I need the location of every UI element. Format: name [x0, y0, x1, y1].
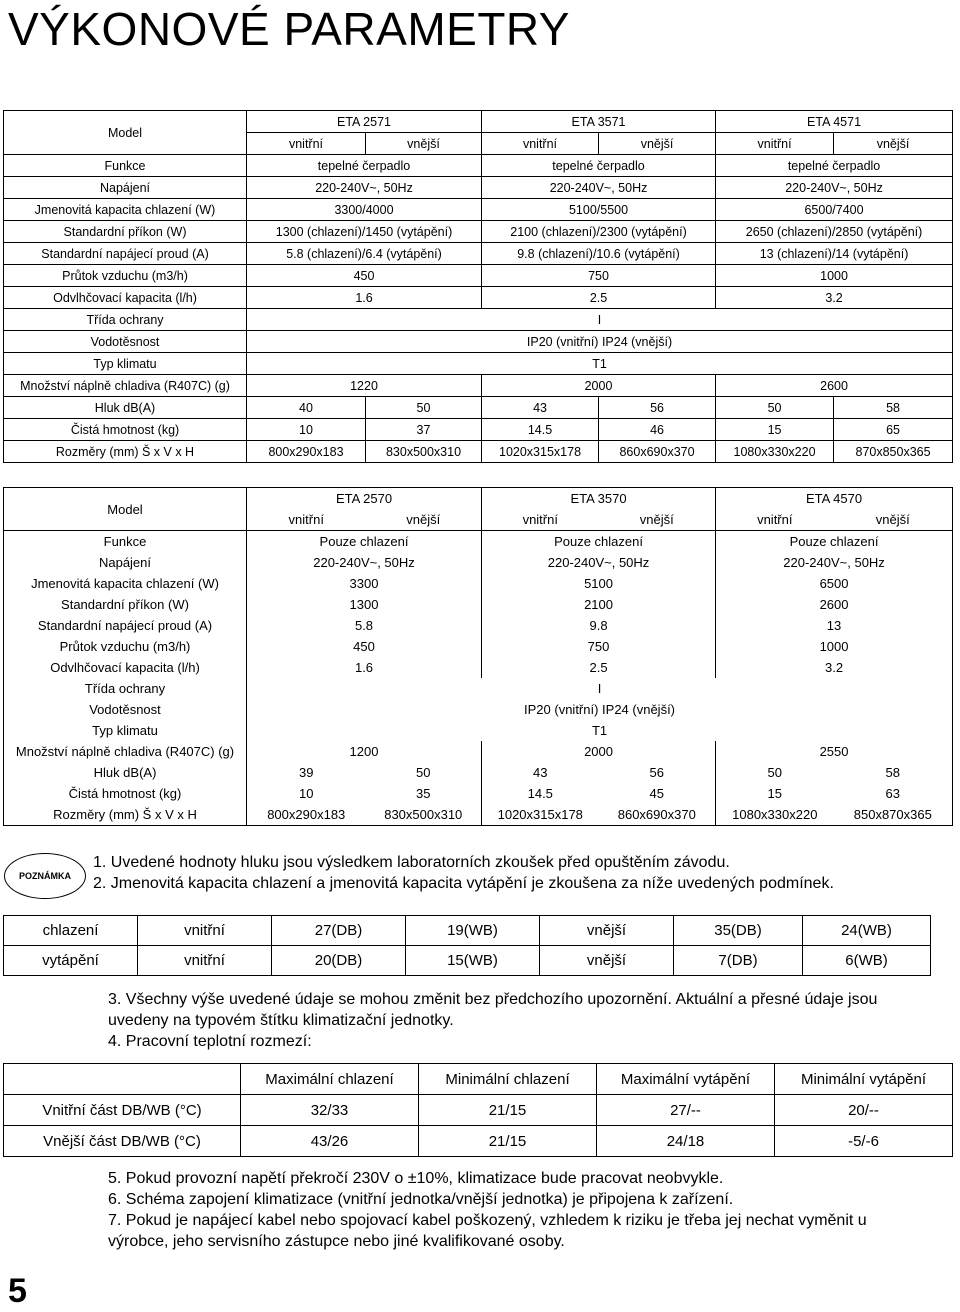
row-label: Čistá hmotnost (kg) — [4, 783, 247, 804]
table-row — [4, 636, 953, 657]
table-cell: T1 — [247, 353, 953, 375]
header-row — [4, 111, 953, 133]
table-cell: 5.8 (chlazení)/6.4 (vytápění) — [247, 243, 482, 265]
row-label: Standardní příkon (W) — [4, 594, 247, 615]
table-cell: 13 (chlazení)/14 (vytápění) — [716, 243, 953, 265]
spec-table-heat-pump — [3, 110, 953, 463]
table-cell: 56 — [599, 762, 716, 783]
model-name: ETA 2570 — [247, 488, 482, 510]
table-cell: Vnější část DB/WB (°C) — [4, 1126, 241, 1157]
table-row — [4, 615, 953, 636]
unit-subheader: vnitřní — [482, 133, 599, 155]
table-cell: 220-240V~, 50Hz — [482, 177, 716, 199]
table-cell: 15 — [716, 419, 834, 441]
table-cell: 220-240V~, 50Hz — [247, 552, 482, 573]
table-cell: 860x690x370 — [599, 804, 716, 826]
table-row — [4, 199, 953, 221]
table-cell: 750 — [482, 636, 716, 657]
condition-row — [4, 946, 931, 976]
table-cell: 5100/5500 — [482, 199, 716, 221]
table-cell: vytápění — [4, 946, 138, 976]
row-label: Hluk dB(A) — [4, 397, 247, 419]
row-label: Jmenovitá kapacita chlazení (W) — [4, 573, 247, 594]
row-label: Vodotěsnost — [4, 331, 247, 353]
table-cell: vnitřní — [138, 946, 272, 976]
table-row — [4, 552, 953, 573]
table-cell: tepelné čerpadlo — [247, 155, 482, 177]
table-row — [4, 720, 953, 741]
table-cell: 14.5 — [482, 419, 599, 441]
page-number: 5 — [8, 1272, 27, 1310]
table-row — [4, 441, 953, 463]
table-cell: 850x870x365 — [834, 804, 953, 826]
table-cell: 46 — [599, 419, 716, 441]
table-cell: 20(DB) — [272, 946, 406, 976]
table-cell: 63 — [834, 783, 953, 804]
table-cell: 6500/7400 — [716, 199, 953, 221]
table-cell: 220-240V~, 50Hz — [716, 177, 953, 199]
table-cell: Vnitřní část DB/WB (°C) — [4, 1095, 241, 1126]
table-cell: 2600 — [716, 594, 953, 615]
note-badge: POZNÁMKA — [4, 853, 86, 899]
table-cell: 7(DB) — [674, 946, 803, 976]
range-header: Minimální vytápění — [775, 1064, 953, 1095]
table-cell: 750 — [482, 265, 716, 287]
row-label: Rozměry (mm) Š x V x H — [4, 804, 247, 826]
table-cell: 860x690x370 — [599, 441, 716, 463]
model-name: ETA 3570 — [482, 488, 716, 510]
page-title: VÝKONOVÉ PARAMETRY — [8, 3, 570, 55]
note-4: 4. Pracovní teplotní rozmezí: — [108, 1033, 312, 1050]
table-row — [4, 287, 953, 309]
table-cell: vnější — [540, 946, 674, 976]
table-cell: 24/18 — [597, 1126, 775, 1157]
table-cell: 5.8 — [247, 615, 482, 636]
note-1: 1. Uvedené hodnoty hluku jsou výsledkem laboratorních zkoušek před opuštěním závodu. — [93, 854, 730, 871]
table-cell: 1020x315x178 — [482, 441, 599, 463]
row-label: Hluk dB(A) — [4, 762, 247, 783]
note-6: 6. Schéma zapojení klimatizace (vnitřní jednotka/vnější jednotka) je připojena k zařízení. — [108, 1191, 734, 1208]
table-row — [4, 594, 953, 615]
table-row — [4, 177, 953, 199]
table-cell: 800x290x183 — [247, 441, 366, 463]
table-cell: 830x500x310 — [366, 441, 482, 463]
table-cell: chlazení — [4, 916, 138, 946]
table-cell: 1.6 — [247, 657, 482, 678]
unit-subheader: vnější — [366, 509, 482, 531]
row-label: Třída ochrany — [4, 678, 247, 699]
row-label: Čistá hmotnost (kg) — [4, 419, 247, 441]
table-cell: 6500 — [716, 573, 953, 594]
row-label: Standardní příkon (W) — [4, 221, 247, 243]
table-cell: 3300/4000 — [247, 199, 482, 221]
row-label: Rozměry (mm) Š x V x H — [4, 441, 247, 463]
table-cell: 9.8 — [482, 615, 716, 636]
model-name: ETA 2571 — [247, 111, 482, 133]
table-cell: 1220 — [247, 375, 482, 397]
table-cell: 1080x330x220 — [716, 804, 834, 826]
table-cell: 21/15 — [419, 1095, 597, 1126]
table-cell: 43/26 — [241, 1126, 419, 1157]
table-row — [4, 657, 953, 678]
table-cell: 1000 — [716, 265, 953, 287]
table-row — [4, 375, 953, 397]
table-cell: I — [247, 309, 953, 331]
table-cell: 2000 — [482, 375, 716, 397]
table-cell: 35(DB) — [674, 916, 803, 946]
row-label: Napájení — [4, 552, 247, 573]
unit-subheader: vnější — [366, 133, 482, 155]
temperature-range-table — [3, 1063, 953, 1157]
header-row — [4, 488, 953, 510]
table-row — [4, 331, 953, 353]
table-cell: 1.6 — [247, 287, 482, 309]
table-row — [4, 678, 953, 699]
table-cell: 450 — [247, 265, 482, 287]
table-cell: 1020x315x178 — [482, 804, 599, 826]
table-cell: 15(WB) — [406, 946, 540, 976]
table-cell: 3.2 — [716, 657, 953, 678]
table-row — [4, 397, 953, 419]
unit-subheader: vnější — [599, 509, 716, 531]
table-cell: 50 — [366, 397, 482, 419]
table-row — [4, 243, 953, 265]
row-label: Množství náplně chladiva (R407C) (g) — [4, 375, 247, 397]
unit-subheader: vnitřní — [716, 133, 834, 155]
notes-1 — [93, 852, 873, 894]
row-label: Typ klimatu — [4, 353, 247, 375]
table-cell: 21/15 — [419, 1126, 597, 1157]
note-7: 7. Pokud je napájecí kabel nebo spojovací kabel poškozený, vzhledem k riziku je třeba jej nechat vyměnit u výrobce, jeho servisního zástupce nebo jiné kvalifikované osoby. — [108, 1212, 867, 1250]
table-cell: 37 — [366, 419, 482, 441]
model-header: Model — [4, 111, 247, 155]
range-header: Minimální chlazení — [419, 1064, 597, 1095]
unit-subheader: vnější — [834, 509, 953, 531]
unit-subheader: vnitřní — [482, 509, 599, 531]
table-cell: 27(DB) — [272, 916, 406, 946]
table-cell: tepelné čerpadlo — [716, 155, 953, 177]
table-cell: 50 — [366, 762, 482, 783]
table-cell: 10 — [299, 786, 314, 801]
row-label: Typ klimatu — [4, 720, 247, 741]
table-cell: 6(WB) — [803, 946, 931, 976]
row-label: Jmenovitá kapacita chlazení (W) — [4, 199, 247, 221]
unit-subheader: vnitřní — [247, 133, 366, 155]
row-label: Průtok vzduchu (m3/h) — [4, 636, 247, 657]
table-row — [4, 804, 953, 826]
table-cell: 9.8 (chlazení)/10.6 (vytápění) — [482, 243, 716, 265]
table-cell: 2600 — [716, 375, 953, 397]
table-cell: 2550 — [716, 741, 953, 762]
range-header: Maximální vytápění — [597, 1064, 775, 1095]
table-cell: 15 — [767, 786, 783, 801]
table-cell: 24(WB) — [803, 916, 931, 946]
row-label: Odvlhčovací kapacita (l/h) — [4, 287, 247, 309]
row-label: Odvlhčovací kapacita (l/h) — [4, 657, 247, 678]
table-cell: 14.5 — [527, 786, 553, 801]
table-cell: 13 — [716, 615, 953, 636]
spec-table-cooling-only — [3, 487, 953, 826]
table-cell: Pouze chlazení — [482, 531, 716, 553]
unit-subheader: vnitřní — [716, 509, 834, 531]
table-cell: 870x850x365 — [834, 441, 953, 463]
table-cell: 220-240V~, 50Hz — [716, 552, 953, 573]
row-label: Množství náplně chladiva (R407C) (g) — [4, 741, 247, 762]
table-row — [4, 699, 953, 720]
table-row — [4, 762, 953, 783]
unit-subheader: vnější — [599, 133, 716, 155]
table-row — [4, 573, 953, 594]
table-cell: 2.5 — [482, 287, 716, 309]
table-cell: 32/33 — [241, 1095, 419, 1126]
table-cell: 10 — [247, 419, 366, 441]
note-2: 2. Jmenovitá kapacita chlazení a jmenovitá kapacita vytápění je zkoušena za níže uvedených podmínek. — [93, 875, 834, 892]
table-row — [4, 309, 953, 331]
table-cell: 1080x330x220 — [716, 441, 834, 463]
table-cell: IP20 (vnitřní) IP24 (vnější) — [247, 331, 953, 353]
table-cell: 19(WB) — [406, 916, 540, 946]
table-row — [4, 155, 953, 177]
table-cell: 2100 (chlazení)/2300 (vytápění) — [482, 221, 716, 243]
table-cell: 2000 — [482, 741, 716, 762]
table-cell: Pouze chlazení — [247, 531, 482, 553]
table-cell: 3.2 — [716, 287, 953, 309]
range-header-row — [4, 1064, 953, 1095]
table-cell: 27/-- — [597, 1095, 775, 1126]
range-header — [4, 1064, 241, 1095]
table-cell: 220-240V~, 50Hz — [247, 177, 482, 199]
table-cell: 1000 — [716, 636, 953, 657]
table-cell: 1300 (chlazení)/1450 (vytápění) — [247, 221, 482, 243]
range-row — [4, 1126, 953, 1157]
table-cell: vnější — [540, 916, 674, 946]
model-name: ETA 3571 — [482, 111, 716, 133]
table-cell: 50 — [767, 765, 783, 780]
row-label: Funkce — [4, 531, 247, 553]
table-cell: 39 — [299, 765, 314, 780]
table-cell: 40 — [247, 397, 366, 419]
note-3: 3. Všechny výše uvedené údaje se mohou změnit bez předchozího upozornění. Aktuální a přesné údaje jsou uvedeny na typovém štítku klimatizační jednotky. — [108, 991, 878, 1029]
table-cell: vnitřní — [138, 916, 272, 946]
table-cell: 65 — [834, 419, 953, 441]
table-cell: 20/-- — [775, 1095, 953, 1126]
table-row — [4, 741, 953, 762]
table-cell: 1300 — [247, 594, 482, 615]
unit-subheader: vnitřní — [247, 509, 366, 531]
table-cell: 800x290x183 — [247, 804, 366, 826]
table-cell: 58 — [834, 397, 953, 419]
model-name: ETA 4571 — [716, 111, 953, 133]
table-cell: 45 — [599, 783, 716, 804]
row-label: Průtok vzduchu (m3/h) — [4, 265, 247, 287]
unit-subheader: vnější — [834, 133, 953, 155]
table-cell: 43 — [482, 397, 599, 419]
table-cell: I — [247, 678, 953, 699]
test-conditions-table — [3, 915, 931, 976]
table-cell: 2100 — [482, 594, 716, 615]
row-label: Vodotěsnost — [4, 699, 247, 720]
table-cell: 1200 — [247, 741, 482, 762]
table-cell: 3300 — [247, 573, 482, 594]
table-cell: 2.5 — [482, 657, 716, 678]
table-cell: T1 — [247, 720, 953, 741]
table-cell: 830x500x310 — [366, 804, 482, 826]
table-cell: -5/-6 — [775, 1126, 953, 1157]
table-row — [4, 353, 953, 375]
notes-3 — [108, 1168, 908, 1252]
table-cell: 220-240V~, 50Hz — [482, 552, 716, 573]
row-label: Standardní napájecí proud (A) — [4, 243, 247, 265]
table-row — [4, 221, 953, 243]
model-name: ETA 4570 — [716, 488, 953, 510]
row-label: Funkce — [4, 155, 247, 177]
table-row — [4, 419, 953, 441]
table-row — [4, 531, 953, 553]
notes-2 — [108, 989, 898, 1052]
table-row — [4, 265, 953, 287]
table-cell: 50 — [716, 397, 834, 419]
table-cell: Pouze chlazení — [716, 531, 953, 553]
model-header: Model — [4, 488, 247, 531]
table-cell: 56 — [599, 397, 716, 419]
row-label: Napájení — [4, 177, 247, 199]
row-label: Standardní napájecí proud (A) — [4, 615, 247, 636]
row-label: Třída ochrany — [4, 309, 247, 331]
range-row — [4, 1095, 953, 1126]
condition-row — [4, 916, 931, 946]
table-cell: 5100 — [482, 573, 716, 594]
table-row — [4, 783, 953, 804]
table-cell: tepelné čerpadlo — [482, 155, 716, 177]
table-cell: IP20 (vnitřní) IP24 (vnější) — [247, 699, 953, 720]
table-cell: 58 — [834, 762, 953, 783]
table-cell: 2650 (chlazení)/2850 (vytápění) — [716, 221, 953, 243]
table-cell: 35 — [366, 783, 482, 804]
note-5: 5. Pokud provozní napětí překročí 230V o ±10%, klimatizace bude pracovat neobvykle. — [108, 1170, 724, 1187]
range-header: Maximální chlazení — [241, 1064, 419, 1095]
table-cell: 450 — [247, 636, 482, 657]
table-cell: 43 — [533, 765, 548, 780]
